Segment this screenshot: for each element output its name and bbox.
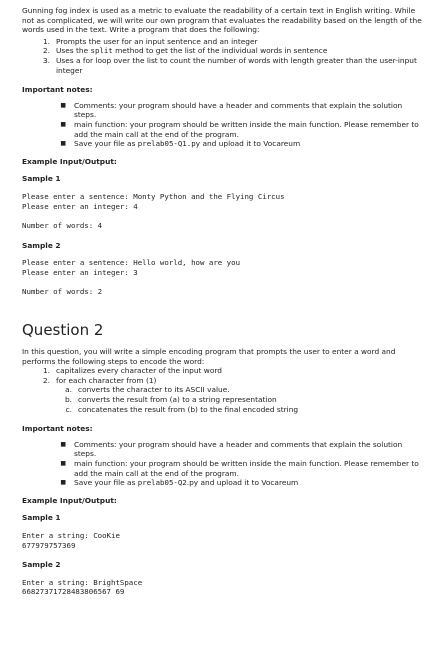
- list-text: converts the result from (a) to a string representation: [78, 395, 277, 405]
- q2-notes-title: Important notes:: [22, 424, 93, 434]
- list-item: [22, 56, 425, 75]
- list-item: [22, 385, 425, 395]
- text: Uses the: [56, 46, 91, 56]
- list-text: concatenates the result from (b) to the final encoded string: [78, 404, 299, 414]
- list-number: 2.: [42, 46, 50, 56]
- q1-notes-title: Important notes:: [22, 85, 93, 95]
- list-text: Comments: your program should have a header and comments that explain the solution steps.: [74, 100, 403, 120]
- text: Uses a for loop over the list to count the number of words with length greater than the user-input integer: [56, 55, 417, 75]
- list-text: [74, 478, 425, 488]
- list-item: [22, 46, 425, 56]
- list-text: main function: your program should be written inside the main function. Please remember to add the main call at the end of the program.: [74, 459, 419, 478]
- list-item: [22, 37, 425, 47]
- q2-intro: In this question, you will write a simple encoding program that prompts the user to enter a word and performs the following steps to encode the word:: [22, 347, 396, 366]
- code-output: Number of words: 2: [22, 287, 103, 297]
- list-text: capitalizes every character of the input word: [56, 366, 222, 376]
- list-text: main function: your program should be written inside the main function. Please remember to add the main call at the end of the program.: [74, 119, 419, 139]
- code-output: 677979757369: [22, 540, 76, 550]
- q2-sample1-title: Sample 1: [22, 513, 61, 523]
- code-output: Number of words: 4: [22, 221, 103, 231]
- bullet-icon: ■: [60, 120, 66, 128]
- list-number: 3.: [42, 55, 50, 65]
- text: and upload it to Vocareum: [200, 139, 301, 149]
- inline-code: prelab05-Q2: [137, 478, 187, 488]
- list-letter: b.: [64, 395, 72, 405]
- q1-sample2-title: Sample 2: [22, 240, 61, 250]
- code-output: 66827371728483806567 69: [22, 587, 125, 597]
- list-item: [22, 139, 425, 149]
- q2-substeps-list: [22, 385, 425, 414]
- list-text: [74, 139, 425, 149]
- bullet-icon: ■: [60, 440, 66, 448]
- list-item: [22, 459, 425, 478]
- q2-heading: Question 2: [22, 321, 104, 340]
- code-line: Please enter a sentence: Hello world, how are you: [22, 258, 241, 268]
- inline-code: prelab05-Q1.py: [137, 139, 201, 149]
- code-line: Please enter an integer: 4: [22, 201, 138, 211]
- list-item: [22, 405, 425, 415]
- list-item: [22, 101, 425, 120]
- q1-notes-list: [22, 101, 425, 149]
- list-item: [22, 376, 425, 386]
- list-item: [22, 478, 425, 488]
- q2-notes-list: [22, 440, 425, 488]
- q1-example-title: Example Input/Output:: [22, 156, 117, 166]
- code-line: Enter a string: CooKie: [22, 530, 120, 540]
- text: method to get the list of the individual words in sentence: [112, 46, 328, 56]
- text: Prompts the user for an input sentence and an integer: [56, 36, 258, 46]
- list-text: converts the character to its ASCII value.: [78, 385, 230, 395]
- text: Save your file as: [74, 139, 138, 149]
- q2-example-title: Example Input/Output:: [22, 495, 117, 505]
- list-number: 1.: [42, 366, 50, 376]
- list-item: [22, 440, 425, 459]
- list-number: 1.: [42, 36, 50, 46]
- bullet-icon: ■: [60, 101, 66, 109]
- bullet-icon: ■: [60, 460, 66, 467]
- q1-intro: Gunning fog index is used as a metric to evaluate the readability of a certain text in English writing. While not as complicated, we will write our own program that evaluates the readability based on the length of the words used in the text. Write a program that does the following:: [22, 6, 422, 35]
- list-number: 2.: [42, 375, 50, 385]
- list-text: [56, 46, 425, 56]
- code-line: Enter a string: BrightSpace: [22, 577, 143, 587]
- q2-sample2-title: Sample 2: [22, 560, 61, 570]
- code-line: Please enter a sentence: Monty Python and the Flying Circus: [22, 191, 285, 201]
- text: .py and upload it to Vocareum: [186, 478, 299, 488]
- code-line: Please enter an integer: 3: [22, 267, 138, 277]
- list-item: [22, 120, 425, 139]
- q1-sample1-title: Sample 1: [22, 174, 61, 184]
- bullet-icon: ■: [60, 140, 66, 148]
- list-text: [56, 56, 425, 75]
- list-item: [22, 395, 425, 405]
- text: Save your file as: [74, 478, 138, 488]
- list-text: for each character from (1): [56, 375, 157, 385]
- list-text: Comments: your program should have a header and comments that explain the solution steps.: [74, 439, 403, 459]
- list-item: [22, 366, 425, 376]
- q1-steps-list: [22, 37, 425, 75]
- q2-steps-list: [22, 366, 425, 385]
- list-letter: a.: [65, 385, 72, 395]
- bullet-icon: ■: [60, 479, 66, 487]
- inline-code: split: [90, 46, 113, 56]
- list-text: [56, 37, 425, 47]
- list-letter: c.: [65, 404, 72, 414]
